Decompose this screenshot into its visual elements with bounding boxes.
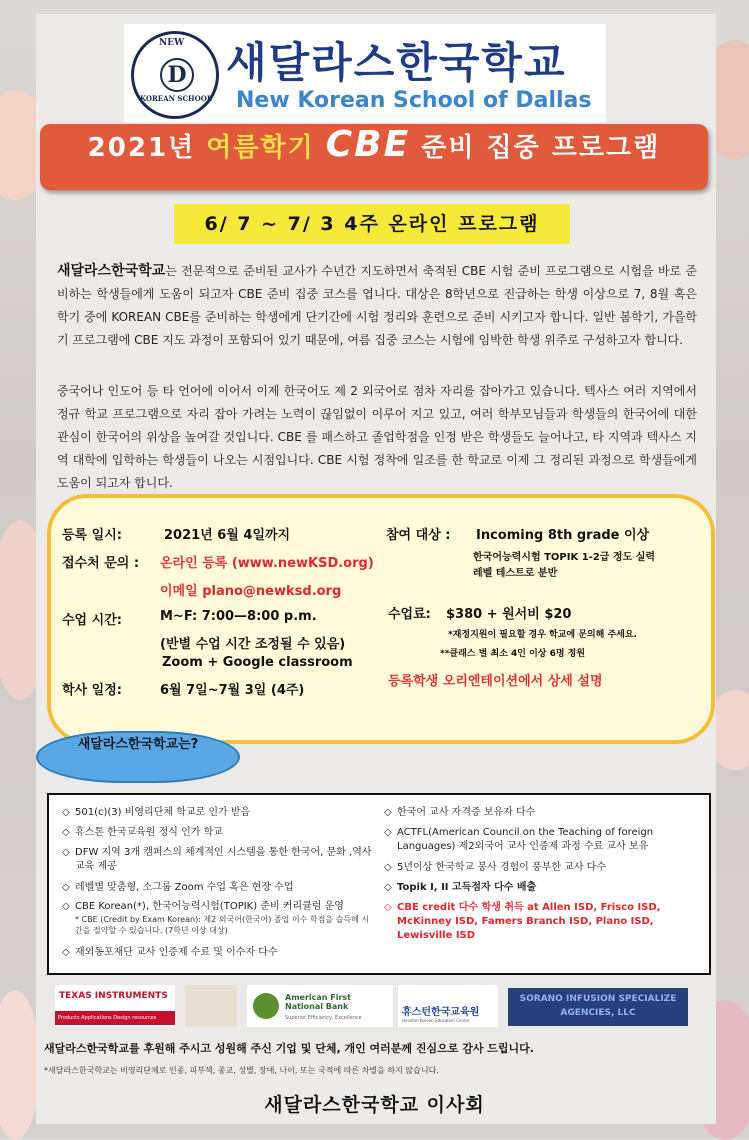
class-time-note: (반별 수업 시간 조정될 수 있음) bbox=[160, 637, 346, 652]
list-item: ◇ 501(c)(3) 비영리단체 학교로 인가 받음 bbox=[75, 806, 375, 820]
school-name-kr: 새달라스한국학교 bbox=[226, 38, 567, 87]
fee-note-2: **클래스 별 최소 4인 이상 6명 정원 bbox=[440, 649, 586, 659]
schedule-value: 6월 7일~7월 3일 (4주) bbox=[160, 683, 305, 698]
fee-note-1: *재정지원이 필요할 경우 학교에 문의해 주세요. bbox=[448, 630, 637, 640]
fee-value: $380 + 원서비 $20 bbox=[446, 607, 572, 622]
date-bar: 6/ 7 ~ 7/ 3 4주 온라인 프로그램 bbox=[174, 204, 570, 244]
fee-label: 수업료: bbox=[388, 607, 431, 622]
list-item: ◇ 레벨별 맞춤형, 소그룹 Zoom 수업 혹은 현장 수업 bbox=[75, 881, 375, 895]
target-note-1: 한국어능력시험 TOPIK 1-2급 정도 실력 bbox=[473, 552, 656, 563]
title-season: 여름학기 bbox=[206, 133, 315, 163]
sponsor-hkec bbox=[398, 985, 498, 1027]
thanks-message: 새달라스한국학교를 후원해 주시고 성원해 주신 기업 및 단체, 개인 여러분께 진심으로 감사 드립니다. bbox=[44, 1042, 534, 1055]
registration-value: 2021년 6월 4일까지 bbox=[164, 528, 291, 543]
sponsor-sorano bbox=[508, 988, 688, 1026]
afnb-sub: Superior Efficiency, Excellence bbox=[285, 1015, 362, 1021]
registration-label: 등록 일시: bbox=[62, 528, 122, 543]
non-discrimination-note: *새달라스한국학교는 비영리단체로 인종, 피부색, 종교, 성별, 장애, 나이, 또는 국적에 따른 차별을 하지 않습니다. bbox=[44, 1066, 439, 1075]
sponsor-afnb bbox=[247, 985, 393, 1027]
school-name-en: New Korean School of Dallas bbox=[236, 88, 592, 113]
contact-email[interactable]: 이메일 plano@newksd.org bbox=[160, 584, 342, 599]
class-time-label: 수업 시간: bbox=[62, 613, 122, 628]
hkec-sub: Houston Korean Education Center bbox=[402, 1018, 470, 1023]
cbe-footnote: * CBE (Credit by Exam Korean): 제2 외국어(한국어) 졸업 이수 학점을 습득해 시간을 절약할 수 있습니다. (7학년 이상 대상) bbox=[75, 915, 370, 935]
afnb-name: American First National Bank bbox=[285, 993, 351, 1011]
schedule-label: 학사 일정: bbox=[62, 683, 122, 698]
list-item: ◇ 재외동포재단 교사 인증제 수료 및 이수자 다수 bbox=[75, 946, 375, 960]
contact-online[interactable]: 온라인 등록 (www.newKSD.org) bbox=[160, 556, 374, 571]
list-item: ◇ DFW 지역 3개 캠퍼스의 체계적인 시스템을 통한 한국어, 문화 ,역사 교육 제공 bbox=[75, 846, 375, 874]
contact-label: 접수처 문의 : bbox=[62, 556, 140, 571]
background-decoration bbox=[0, 990, 40, 1140]
seal-letter: D bbox=[160, 58, 194, 92]
hkec-name: 휴스턴한국교육원 bbox=[402, 1007, 480, 1018]
sponsor-texas-instruments bbox=[55, 985, 175, 1027]
seal-text-top: NEW bbox=[159, 38, 185, 48]
class-platform: Zoom + Google classroom bbox=[162, 655, 353, 670]
class-time-value: M~F: 7:00—8:00 p.m. bbox=[160, 609, 317, 624]
target-value: Incoming 8th grade 이상 bbox=[476, 528, 650, 543]
sponsor-photo bbox=[185, 985, 237, 1027]
title-rest: 준비 집중 프로그램 bbox=[421, 133, 661, 163]
list-item: ◇ CBE Korean(*), 한국어능력시험(TOPIK) 준비 커리큘럼 운영 bbox=[75, 900, 375, 914]
seal-text-side: KOREAN SCHOOL bbox=[140, 94, 212, 103]
about-cloud-label: 새달라스한국학교는? bbox=[77, 737, 199, 752]
intro-school-name: 새달라스한국학교 bbox=[57, 263, 166, 279]
title-year: 2021년 bbox=[87, 133, 196, 163]
program-title bbox=[40, 124, 708, 190]
list-item: ◇ 한국어 교사 자격증 보유자 다수 bbox=[397, 806, 697, 820]
sorano-name: SORANO INFUSION SPECIALIZE AGENCIES, LLC bbox=[519, 994, 677, 1018]
ti-subbar: Products Applications Design resources bbox=[55, 1011, 175, 1025]
target-note-2: 레벨 테스트로 분반 bbox=[473, 568, 558, 579]
orientation-note: 등록학생 오리엔테이션에서 상세 설명 bbox=[388, 674, 603, 689]
intro-p1-text: 는 전문적으로 준비된 교사가 수년간 지도하면서 축적된 CBE 시험 준비 프로그램으로 시험을 바로 준비하는 학생들에게 도움이 되고자 CBE 준비 집중 코스를 엽니다. 대상은 8학년으로 진급하는 학생 이상으로 7, 8월 혹은 학기 중에 KOREAN CBE를 준비하는 학생에게 단기간에 시험 정리와 훈련으로 준비 시키고자 합니다. 일반 봄학기, 가을학기 프로그램에 CBE 지도 과정이 포함되어 있기 때문에, 여름 집중 코스는 시험에 임박한 학생 위주로 구성하고자 합니다. bbox=[57, 264, 697, 347]
school-seal bbox=[131, 31, 219, 119]
list-item: ◇ CBE credit 다수 학생 취득 at Allen ISD, Frisco ISD, McKinney ISD, Famers Branch ISD, Plano ISD, Lewisville ISD bbox=[397, 901, 697, 943]
intro-paragraph-2: 중국어나 인도어 등 타 언어에 이어서 이제 한국어도 제 2 외국어로 점차 자리를 잡아가고 있습니다. 텍사스 여러 지역에서 정규 학교 프로그램으로 자리 잡아 가려는 노력이 끊임없이 이루어 지고 있고, 여러 학부모님들과 학생들의 한국어에 대한 관심이 한국어의 위상을 높여갈 것입니다. CBE 를 패스하고 졸업학점을 인정 받은 학생들도 늘어나고, 타 지역과 텍사스 지역 대학에 입학하는 학생들이 나오는 시점입니다. CBE 시험 정착에 일조를 한 학교로 이제 그 정리된 과정으로 학생들에게 도움이 되고자 합니다. bbox=[57, 384, 697, 490]
intro-paragraph-1 bbox=[57, 260, 697, 352]
list-item: ◇ ACTFL(American Council on the Teaching of foreign Languages) 제2외국어 교사 인증제 과정 수료 교사 보유 bbox=[397, 826, 697, 854]
list-item: ◇ 5년이상 한국학교 봉사 경험이 풍부한 교사 다수 bbox=[397, 861, 697, 875]
list-item: ◇ Topik I, II 고득점자 다수 배출 bbox=[397, 881, 697, 895]
target-label: 참여 대상 : bbox=[386, 528, 451, 543]
list-item: ◇ 휴스톤 한국교육원 정식 인가 학교 bbox=[75, 826, 375, 840]
afnb-logo-icon bbox=[253, 993, 279, 1019]
ti-logo-text: TEXAS INSTRUMENTS bbox=[59, 991, 168, 1001]
title-cbe: CBE bbox=[325, 124, 411, 165]
board-signature: 새달라스한국학교 이사회 bbox=[264, 1094, 485, 1116]
